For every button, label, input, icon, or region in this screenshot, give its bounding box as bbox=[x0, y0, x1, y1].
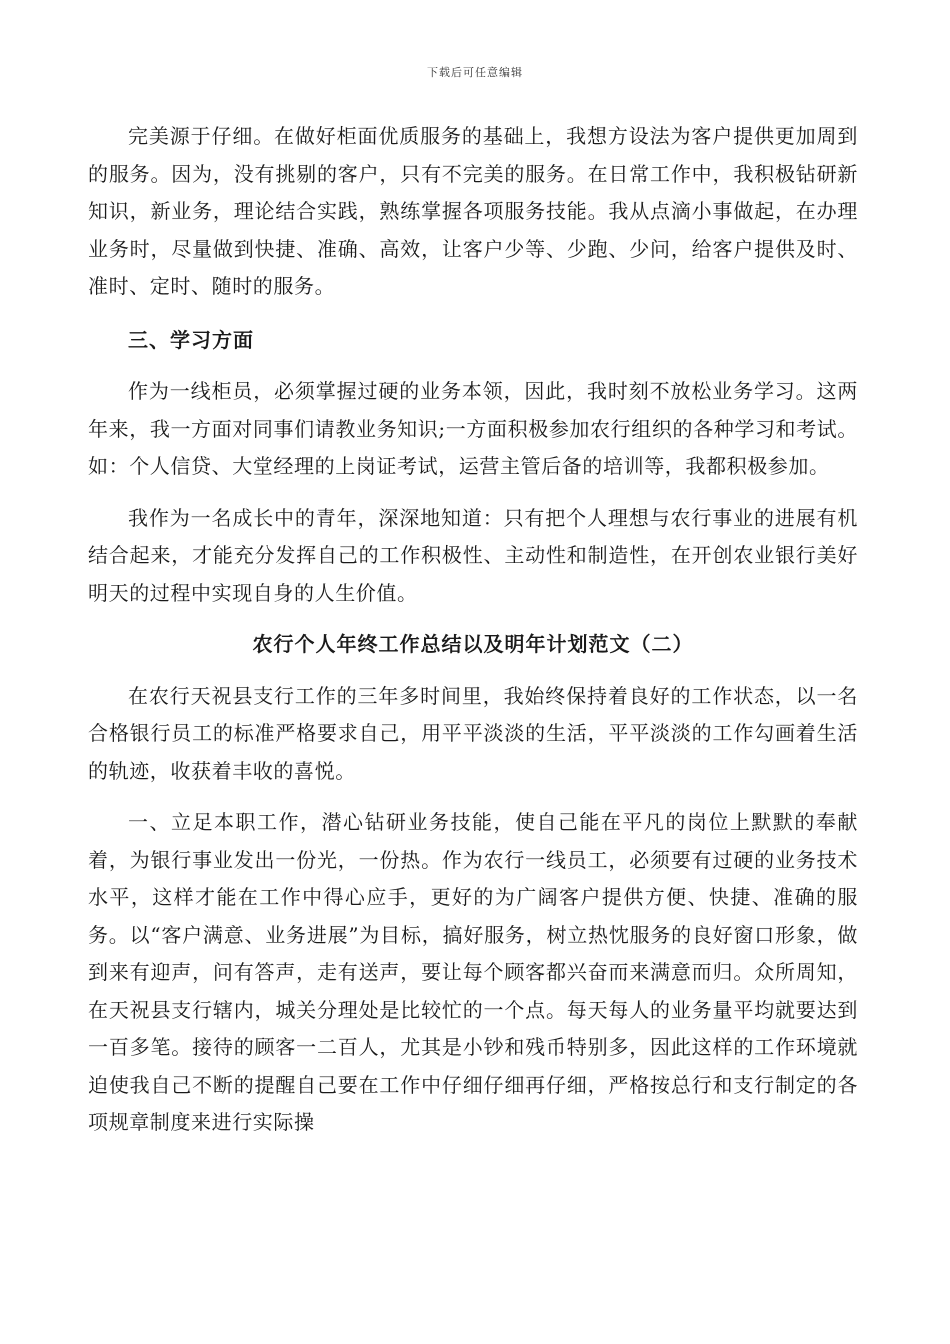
paragraph-work: 一、立足本职工作，潜心钻研业务技能，使自己能在平凡的岗位上默默的奉献着，为银行事业发出一份光，一份热。作为农行一线员工，必须要有过硬的业务技术水平，这样才能在工作中得心应手，更好的为广阔客户提供方便、快捷、准确的服务。以“客户满意、业务进展”为目标，搞好服务，树立热忱服务的良好窗口形象，做到来有迎声，问有答声，走有送声，要让每个顾客都兴奋而来满意而归。众所周知，在天祝县支行辖内，城关分理处是比较忙的一个点。每天每人的业务量平均就要达到一百多笔。接待的顾客一二百人，尤其是小钞和残币特别多，因此这样的工作环境就迫使我自己不断的提醒自己要在工作中仔细仔细再仔细，严格按总行和支行制定的各项规章制度来进行实际操 bbox=[88, 810, 858, 1134]
paragraph-service: 完美源于仔细。在做好柜面优质服务的基础上，我想方设法为客户提供更加周到的服务。因为，没有挑剔的客户，只有不完美的服务。在日常工作中，我积极钻研新知识，新业务，理论结合实践，熟练掌握各项服务技能。我从点滴小事做起，在办理业务时，尽量做到快捷、准确、高效，让客户少等、少跑、少问，给客户提供及时、准时、定时、随时的服务。 bbox=[88, 124, 858, 298]
document-body bbox=[88, 118, 858, 1142]
paragraph-intro: 在农行天祝县支行工作的三年多时间里，我始终保持着良好的工作状态，以一名合格银行员工的标准严格要求自己，用平平淡淡的生活，平平淡淡的工作勾画着生活的轨迹，收获着丰收的喜悦。 bbox=[88, 683, 858, 783]
paragraph-study: 作为一线柜员，必须掌握过硬的业务本领，因此，我时刻不放松业务学习。这两年来，我一方面对同事们请教业务知识;一方面积极参加农行组织的各种学习和考试。如：个人信贷、大堂经理的上岗证考试，运营主管后备的培训等，我都积极参加。 bbox=[88, 379, 858, 478]
section-heading-study: 三、学习方面 bbox=[128, 327, 254, 352]
page-header: 下载后可任意编辑 bbox=[427, 66, 523, 79]
paragraph-value: 我作为一名成长中的青年，深深地知道：只有把个人理想与农行事业的进展有机结合起来，才能充分发挥自己的工作积极性、主动性和制造性，在开创农业银行美好明天的过程中实现自身的人生价值。 bbox=[88, 505, 858, 605]
document-title-2: 农行个人年终工作总结以及明年计划范文（二） bbox=[252, 632, 694, 656]
